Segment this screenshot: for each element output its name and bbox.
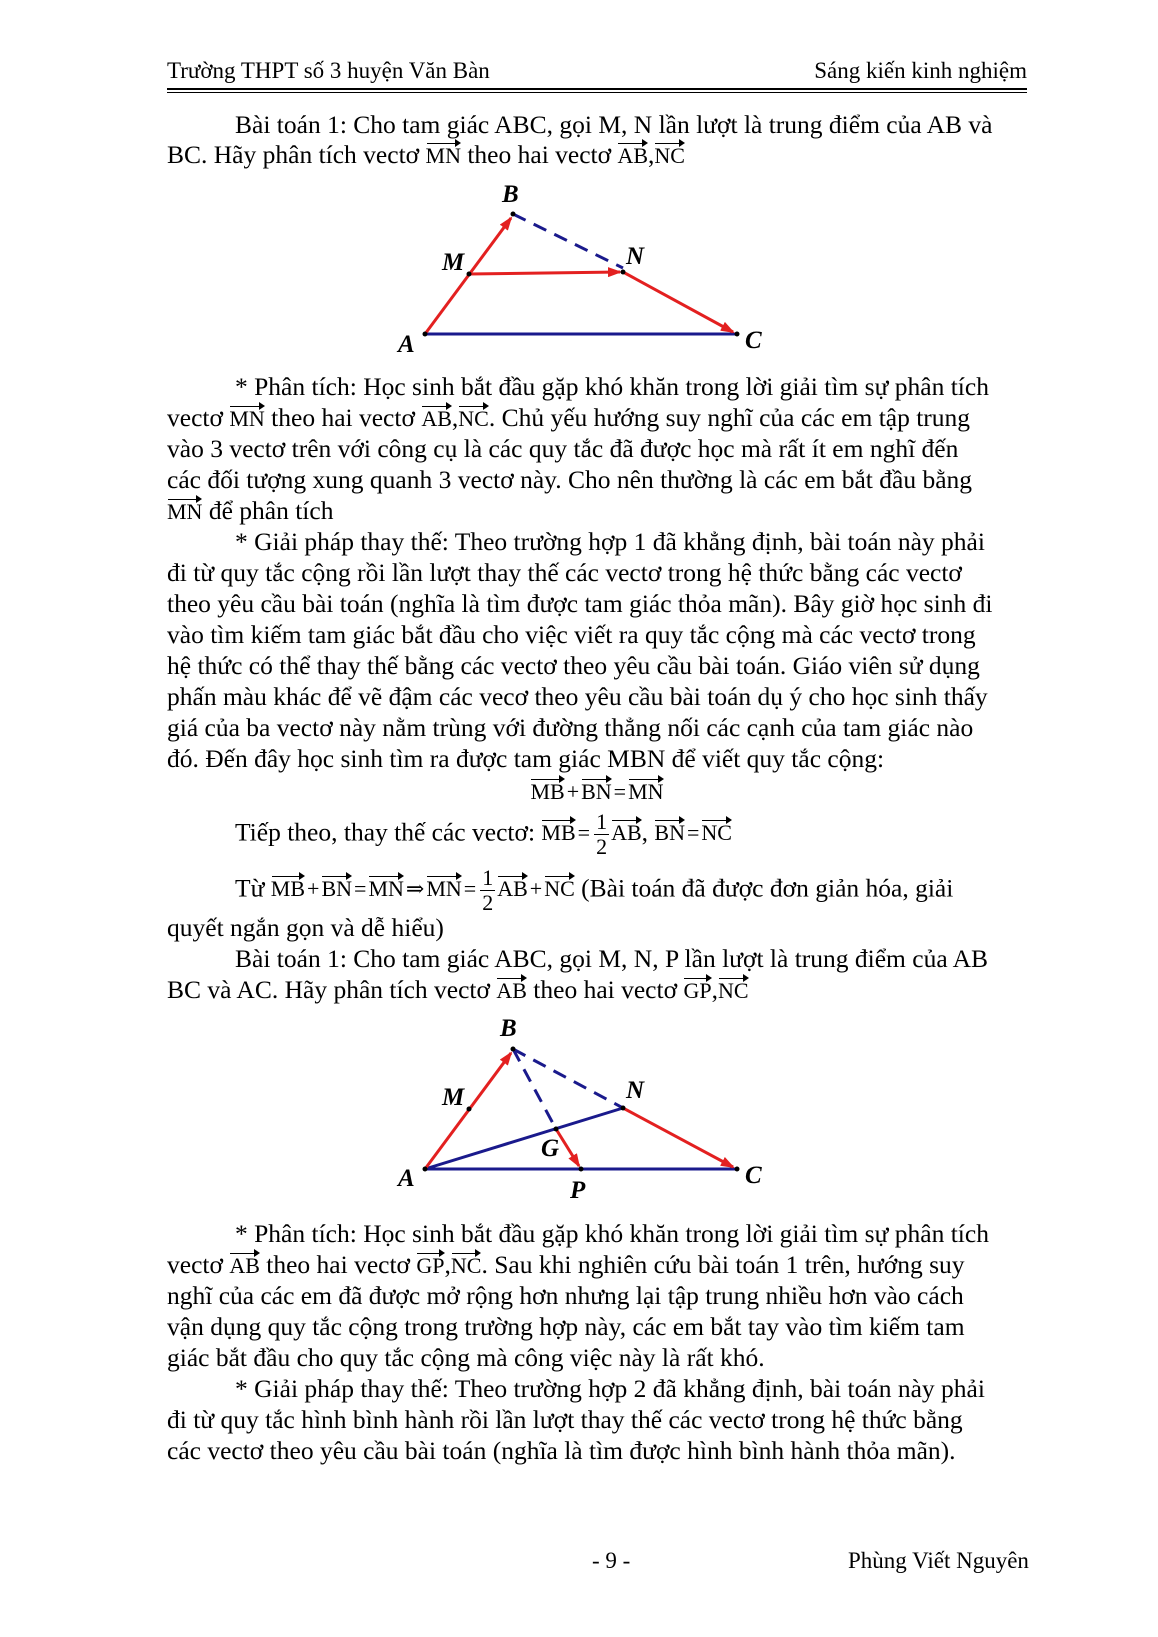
label-a: A [398, 331, 415, 358]
label-p: P [570, 1177, 586, 1204]
problem2-line2: BC và AC. Hãy phân tích vectơ AB theo hai vectơ GP,NC [167, 975, 749, 1004]
vector-ab: AB [496, 978, 527, 1003]
analysis2-line3: nghĩ của các em đã được mở rộng hơn nhưng lại tập trung nhiều hơn vào cách [167, 1281, 964, 1310]
vector-nc-arrow [623, 272, 733, 332]
vector-nc: NC [717, 978, 749, 1003]
analysis2-line5: giác bắt đầu cho quy tắc cộng mà công việc này là rất khó. [167, 1343, 765, 1372]
page-header [167, 52, 1027, 86]
vector-mn: MN [229, 406, 265, 431]
vector-mn-arrow [469, 272, 620, 274]
label-a: A [398, 1165, 415, 1192]
result-line-end: quyết ngắn gọn và dễ hiểu) [167, 913, 444, 942]
label-m: M [442, 1084, 465, 1111]
footer-author: Phùng Viết Nguyên [848, 1548, 1029, 1573]
solution1-line7: giá của ba vectơ này nằm trùng với đường thẳng nối các cạnh của tam giác nào [167, 713, 974, 742]
analysis2-line1: * Phân tích: Học sinh bắt đầu gặp khó khăn trong lời giải tìm sự phân tích [235, 1219, 989, 1248]
vector-ab: AB [617, 143, 649, 168]
label-g: G [541, 1135, 560, 1162]
segment-an [425, 1108, 623, 1169]
label-b: B [500, 1015, 517, 1042]
equation-mb-bn-mn: MB+BN=MN [530, 779, 664, 804]
vector-ab: AB [421, 406, 452, 431]
solution1-line5: hệ thức có thể thay thế bằng các vectơ theo yêu cầu bài toán. Giáo viên sử dụng [167, 651, 980, 680]
vector-gp-arrow [556, 1129, 579, 1166]
triangle-figure-2 [380, 1010, 800, 1210]
segment-bn-dashed [513, 214, 623, 268]
vector-nc: NC [450, 1253, 482, 1278]
label-m: M [442, 249, 465, 276]
label-n: N [626, 243, 645, 270]
solution1-line2: đi từ quy tắc cộng rồi lần lượt thay thế các vectơ trong hệ thức bằng các vectơ [167, 558, 962, 587]
page-number: - 9 - [592, 1548, 631, 1573]
label-c: C [745, 1162, 762, 1189]
analysis2-line4: vận dụng quy tắc cộng trong trường hợp này, các em bắt tay vào tìm kiếm tam [167, 1312, 965, 1341]
analysis1-line4: các đối tượng xung quanh 3 vectơ này. Cho nên thường là các em bắt đầu bằng [167, 465, 973, 494]
solution1-line6: phấn màu khác để vẽ đậm các vecơ theo yêu cầu bài toán dụ ý cho học sinh thấy [167, 682, 988, 711]
analysis1-line2: vectơ MN theo hai vectơ AB,NC. Chủ yếu hướng suy nghĩ của các em tập trung [167, 403, 971, 432]
substitution-line: Tiếp theo, thay thế các vectơ: MB= $\frac{1}{2}$ AB, BN=NC [235, 809, 732, 859]
problem1-line2: BC. Hãy phân tích vectơ MN theo hai vectơ AB,NC [167, 140, 685, 169]
vector-nc: NC [458, 406, 489, 431]
vector-gp: GP [416, 1253, 445, 1278]
solution1-line8: đó. Đến đây học sinh tìm ra được tam giác MBN để viết quy tắc cộng: [167, 744, 885, 773]
vector-gp: GP [683, 978, 712, 1003]
vector-ab: AB [229, 1253, 260, 1278]
label-b: B [502, 181, 519, 208]
solution2-line1: * Giải pháp thay thế: Theo trường hợp 2 đã khẳng định, bài toán này phải [235, 1374, 985, 1403]
label-c: C [745, 327, 762, 354]
analysis1-line3: vào 3 vectơ trên với công cụ là các quy tắc đã được học mà rất ít em nghĩ đến [167, 434, 959, 463]
analysis1-line5: MN để phân tích [167, 496, 334, 525]
header-rule [167, 88, 1027, 90]
solution1-line4: vào tìm kiếm tam giác bắt đầu cho việc viết ra quy tắc cộng mà các vectơ trong [167, 620, 976, 649]
label-n: N [626, 1077, 645, 1104]
vector-mn: MN [425, 143, 461, 168]
header-school: Trường THPT số 3 huyện Văn Bàn [167, 58, 490, 83]
vector-nc: NC [654, 143, 685, 168]
solution1-line3: theo yêu cầu bài toán (nghĩa là tìm được tam giác thỏa mãn). Bây giờ học sinh đi [167, 589, 993, 618]
analysis1-line1: * Phân tích: Học sinh bắt đầu gặp khó khăn trong lời giải tìm sự phân tích [235, 372, 989, 401]
header-title: Sáng kiến kinh nghiệm [814, 58, 1027, 83]
solution2-line2: đi từ quy tắc hình bình hành rồi lần lượt thay thế các vectơ trong hệ thức bằng [167, 1405, 963, 1434]
vector-nc-arrow [623, 1108, 733, 1167]
result-line: Từ MB+BN=MN⇒MN= $\frac{1}{2}$ AB+NC (Bài toán đã được đơn giản hóa, giải [235, 865, 954, 915]
solution2-line3: các vectơ theo yêu cầu bài toán (nghĩa là tìm được hình bình hành thỏa mãn). [167, 1436, 956, 1465]
solution1-line1: * Giải pháp thay thế: Theo trường hợp 1 đã khẳng định, bài toán này phải [235, 527, 985, 556]
triangle-figure-1 [380, 180, 800, 360]
analysis2-line2: vectơ AB theo hai vectơ GP,NC. Sau khi nghiên cứu bài toán 1 trên, hướng suy [167, 1250, 965, 1279]
vector-mn: MN [167, 499, 203, 524]
header-rule-thin [167, 92, 1027, 93]
problem1-line1: Bài toán 1: Cho tam giác ABC, gọi M, N lần lượt là trung điểm của AB và [235, 110, 993, 139]
fraction-half: $\frac{1}{2}$ [596, 809, 608, 859]
problem2-line1: Bài toán 1: Cho tam giác ABC, gọi M, N, P lần lượt là trung điểm của AB [235, 944, 989, 973]
